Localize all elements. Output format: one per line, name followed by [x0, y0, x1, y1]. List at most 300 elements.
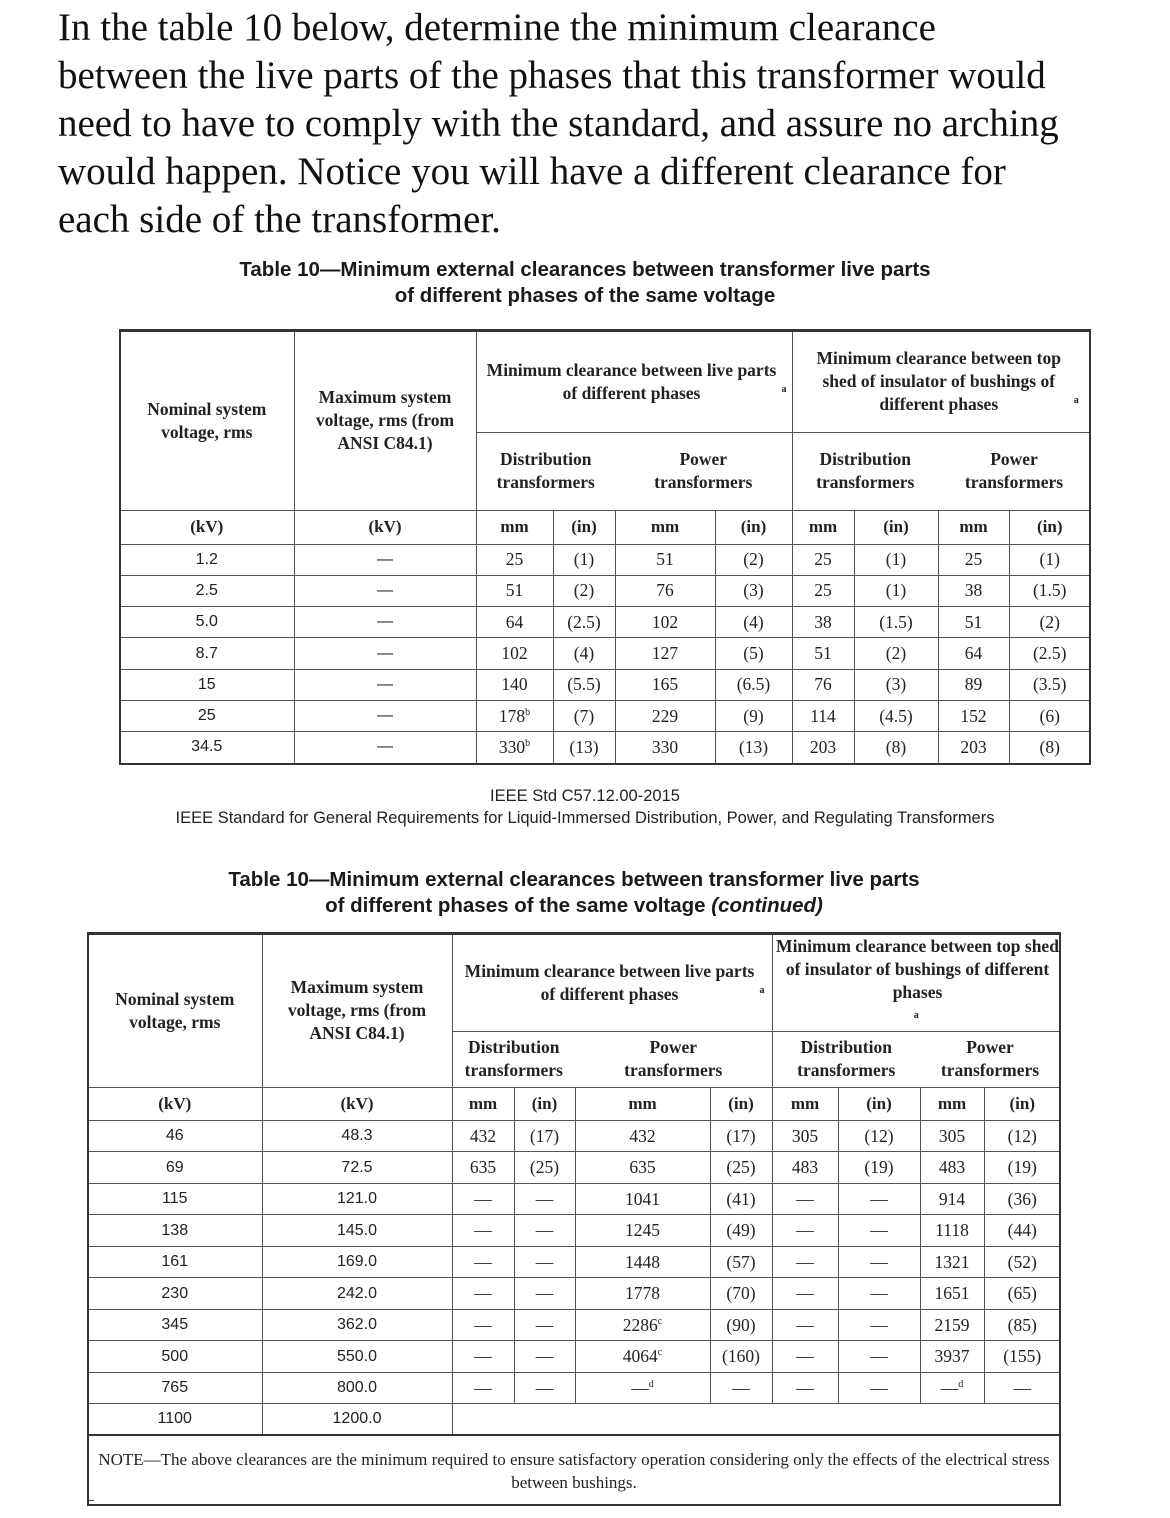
- cell-value: 25: [814, 549, 832, 570]
- table-cell: [476, 638, 553, 669]
- table-cell: [838, 1183, 920, 1215]
- table-note: NOTE—The above clearances are the minimum required to ensure satisfactory operation considering only the effects of the electrical stress between bushings.: [88, 1435, 1060, 1505]
- cell-value: (17): [529, 1125, 560, 1146]
- unit-header: (kV): [88, 1087, 262, 1120]
- table-cell: [514, 1183, 575, 1215]
- footnote-mark: b: [525, 738, 531, 750]
- table-cell: [575, 1309, 710, 1341]
- cell-value: 5.0: [195, 613, 218, 631]
- cell-value: 76: [656, 580, 674, 601]
- cell-value: —: [474, 1314, 492, 1335]
- cell-value: (65): [1007, 1283, 1037, 1304]
- cell-value: —: [870, 1283, 888, 1304]
- cell-value: —: [535, 1283, 554, 1304]
- table-cell: [262, 1120, 452, 1152]
- table-cell: [262, 1278, 452, 1310]
- footnote-mark: a: [1073, 395, 1079, 407]
- table-cell: [772, 1341, 838, 1373]
- table-cell: [920, 1183, 984, 1215]
- table-cell: [1009, 607, 1090, 638]
- cell-value: (17): [726, 1125, 756, 1146]
- cell-value: (44): [1007, 1220, 1037, 1241]
- table-cell: [514, 1152, 575, 1184]
- table-row: [88, 1341, 1060, 1373]
- table-cell: [838, 1152, 920, 1184]
- header-top-shed-clearance: Minimum clearance between top shed of insulator of bushings of different phases$^a$: [772, 934, 1060, 1031]
- table-cell: [772, 1183, 838, 1215]
- cell-value: 1041: [625, 1188, 660, 1209]
- footnote-mark: d: [648, 1378, 654, 1390]
- cell-value: (3.5): [1032, 674, 1067, 695]
- table-cell: [615, 638, 715, 669]
- table-cell: [514, 1215, 575, 1247]
- cell-value: (70): [726, 1283, 756, 1304]
- table-cell: [262, 1246, 452, 1278]
- table-cell: [854, 638, 938, 669]
- cell-value: (9): [743, 705, 764, 726]
- table-cell: [715, 700, 792, 731]
- cell-value: (12): [1007, 1125, 1037, 1146]
- cell-value: 64: [505, 611, 524, 632]
- header-maximum-voltage: Maximum system voltage, rms (from ANSI C84.1): [294, 331, 476, 510]
- cell-value: (49): [726, 1220, 756, 1241]
- header-nominal-voltage: Nominal system voltage, rms: [120, 331, 294, 510]
- units-row: [88, 1087, 1060, 1120]
- table-cell: [710, 1215, 772, 1247]
- table-cell: [938, 732, 1009, 763]
- cell-value: 1.2: [195, 550, 218, 568]
- table-cell: [88, 1215, 262, 1247]
- cell-value: (6): [1039, 705, 1060, 726]
- source-title: IEEE Standard for General Requirements for Liquid-Immersed Distribution, Power, and Regulating Transformers: [175, 809, 995, 827]
- table-cell: [615, 544, 715, 575]
- cell-value: —: [1013, 1377, 1031, 1398]
- cell-value: 72.5: [341, 1158, 373, 1176]
- table-row: [88, 1183, 1060, 1215]
- cell-value: 203: [960, 736, 987, 757]
- cell-value: 230: [161, 1284, 189, 1302]
- table-cell: [710, 1278, 772, 1310]
- header-top-shed-clearance: Minimum clearance between top shed of insulator of bushings of different phases $^a$: [792, 331, 1090, 432]
- cell-value: 432: [629, 1125, 656, 1146]
- table-cell: [772, 1246, 838, 1278]
- table-cell: [452, 1309, 514, 1341]
- cell-value: —: [535, 1251, 554, 1272]
- table-cell: [514, 1120, 575, 1152]
- table-cell: [262, 1341, 452, 1373]
- table-cell: [553, 669, 615, 700]
- table-cell: [88, 1246, 262, 1278]
- table-cell: [920, 1215, 984, 1247]
- source-citation: [60, 785, 1110, 829]
- cell-value: (2): [743, 549, 764, 570]
- header-distribution-transformers: Distribution transformers: [496, 449, 595, 492]
- cell-value: (160): [722, 1346, 760, 1367]
- table-cell: [772, 1152, 838, 1184]
- cell-value: (1.5): [1032, 580, 1067, 601]
- cell-value: 765: [161, 1379, 189, 1397]
- cell-value: 152: [960, 705, 987, 726]
- cell-value: (5): [743, 643, 764, 664]
- table-row: [88, 1309, 1060, 1341]
- cell-value: 161: [161, 1253, 189, 1271]
- unit-header: (in): [984, 1087, 1060, 1120]
- table-cell: [854, 700, 938, 731]
- table-cell: [262, 1152, 452, 1184]
- cell-value: —: [535, 1346, 554, 1367]
- cell-value: (4): [573, 643, 595, 664]
- cell-value: —: [535, 1188, 554, 1209]
- cell-value: —: [796, 1220, 814, 1241]
- table-cell: [575, 1183, 710, 1215]
- cell-value: 483: [791, 1157, 819, 1178]
- cell-value: —: [377, 675, 393, 693]
- cell-value: —: [474, 1188, 492, 1209]
- cell-value: (1.5): [879, 611, 913, 632]
- table-cell: [553, 544, 615, 575]
- header-power-transformers: Power transformers: [615, 432, 792, 510]
- unit-header: (kV): [262, 1087, 452, 1120]
- table-row: [88, 1278, 1060, 1310]
- table-cell: [710, 1183, 772, 1215]
- table-cell: [615, 732, 715, 763]
- cell-value: 138: [161, 1221, 189, 1239]
- unit-header: (in): [854, 510, 938, 544]
- cell-value: 4064: [622, 1346, 658, 1367]
- table-cell: [792, 700, 854, 731]
- cell-value: —: [870, 1251, 888, 1272]
- table-cell: [838, 1215, 920, 1247]
- table-cell: [984, 1246, 1060, 1278]
- table-row: [120, 544, 1090, 575]
- cell-value: 69: [165, 1158, 184, 1176]
- cell-value: 25: [197, 707, 216, 725]
- footnote-mark: a: [781, 383, 787, 395]
- cell-value: 8.7: [195, 644, 218, 662]
- table-row: [88, 1215, 1060, 1247]
- cell-value: —: [796, 1346, 814, 1367]
- table1-caption: [120, 257, 1050, 309]
- page-edge-mark: [88, 1500, 94, 1501]
- table-cell: [262, 1404, 452, 1436]
- cell-value: (52): [1007, 1251, 1037, 1272]
- cell-value: —: [796, 1283, 814, 1304]
- table-cell: [838, 1372, 920, 1404]
- cell-value: (12): [864, 1125, 894, 1146]
- table-cell: [772, 1309, 838, 1341]
- cell-value: (2.5): [1032, 643, 1067, 664]
- question-line: would happen. Notice you will have a different clearance for: [58, 150, 1006, 193]
- cell-value: 145.0: [336, 1221, 378, 1239]
- table-cell: [838, 1278, 920, 1310]
- table-row: [120, 732, 1090, 763]
- table-cell: [938, 669, 1009, 700]
- cell-value: 305: [791, 1125, 819, 1146]
- table-cell: [575, 1246, 710, 1278]
- cell-value: 169.0: [336, 1253, 378, 1271]
- table-cell: [710, 1309, 772, 1341]
- table-row: [88, 1120, 1060, 1152]
- table-cell: [792, 575, 854, 606]
- table-cell: [938, 700, 1009, 731]
- header-maximum-voltage: Maximum system voltage, rms (from ANSI C84.1): [262, 934, 452, 1087]
- table-cell: [710, 1372, 772, 1404]
- table-cell: [120, 544, 294, 575]
- table-cell: [575, 1404, 710, 1436]
- cell-value: 635: [629, 1157, 656, 1178]
- cell-value: 1200.0: [332, 1410, 382, 1428]
- cell-value: 115: [161, 1190, 188, 1208]
- table-cell: [792, 669, 854, 700]
- footnote-mark: a: [913, 1010, 919, 1021]
- table-cell: [715, 732, 792, 763]
- unit-header: (kV): [294, 510, 476, 544]
- cell-value: (2): [1039, 611, 1060, 632]
- table-cell: [710, 1341, 772, 1373]
- header-live-parts-clearance: Minimum clearance between live parts of different phases $^a$: [476, 331, 792, 432]
- cell-value: 1100: [157, 1410, 192, 1428]
- table-cell: [452, 1372, 514, 1404]
- cell-value: (7): [573, 705, 595, 726]
- table2-caption: [88, 867, 1060, 919]
- cell-value: 89: [964, 674, 983, 695]
- cell-value: 51: [814, 643, 832, 664]
- table-cell: [938, 544, 1009, 575]
- cell-value: —: [870, 1314, 888, 1335]
- table-cell: [476, 732, 553, 763]
- cell-value: 914: [938, 1188, 966, 1209]
- table-cell: [294, 638, 476, 669]
- table-cell: [854, 732, 938, 763]
- unit-header: mm: [575, 1087, 710, 1120]
- cell-value: 800.0: [336, 1379, 378, 1397]
- cell-value: 51: [505, 580, 524, 601]
- table-cell: [476, 544, 553, 575]
- table-cell: [715, 669, 792, 700]
- cell-value: 1321: [934, 1251, 970, 1272]
- cell-value: 178: [498, 705, 526, 726]
- table-cell: [294, 575, 476, 606]
- table-cell: [984, 1152, 1060, 1184]
- units-row: [120, 510, 1090, 544]
- footnote-mark: c: [657, 1347, 663, 1359]
- table-cell: [792, 544, 854, 575]
- table-cell: [854, 544, 938, 575]
- cell-value: 229: [651, 705, 679, 726]
- table-cell: [710, 1120, 772, 1152]
- cell-value: 500: [161, 1347, 189, 1365]
- table-cell: [120, 638, 294, 669]
- table-cell: [615, 669, 715, 700]
- table-cell: [984, 1183, 1060, 1215]
- cell-value: 330: [498, 736, 526, 757]
- table-cell: [514, 1309, 575, 1341]
- table-cell: [920, 1120, 984, 1152]
- table-cell: [294, 607, 476, 638]
- unit-header: mm: [938, 510, 1009, 544]
- cell-value: —: [377, 613, 393, 631]
- table-cell: [615, 575, 715, 606]
- table-cell: [294, 732, 476, 763]
- cell-value: —: [377, 644, 393, 662]
- cell-value: (8): [1039, 736, 1060, 757]
- cell-value: (1): [885, 580, 907, 601]
- table-cell: [1009, 638, 1090, 669]
- cell-value: (41): [726, 1188, 756, 1209]
- table-cell: [88, 1404, 262, 1436]
- table-cell: [88, 1120, 262, 1152]
- cell-value: (90): [726, 1314, 756, 1335]
- table-row: [88, 1404, 1060, 1436]
- cell-value: 330: [651, 736, 679, 757]
- table-cell: [854, 669, 938, 700]
- table-cell: [1009, 575, 1090, 606]
- table-cell: [476, 669, 553, 700]
- cell-value: 3937: [934, 1346, 970, 1367]
- header-power-transformers: Power transformers: [575, 1031, 772, 1087]
- cell-value: —: [535, 1220, 554, 1241]
- cell-value: 46: [165, 1127, 184, 1145]
- unit-header: (in): [553, 510, 615, 544]
- table-cell: [553, 607, 615, 638]
- table-row: [88, 1372, 1060, 1404]
- table-cell: [984, 1278, 1060, 1310]
- cell-value: 635: [469, 1157, 497, 1178]
- cell-value: 483: [938, 1157, 966, 1178]
- cell-value: 76: [814, 674, 832, 695]
- cell-value: (25): [726, 1157, 756, 1178]
- table-cell: [120, 732, 294, 763]
- cell-value: 2159: [934, 1314, 970, 1335]
- cell-value: (25): [529, 1157, 560, 1178]
- header-distribution-transformers: Distribution transformers: [464, 1037, 563, 1081]
- table-cell: [792, 732, 854, 763]
- table-cell: [772, 1278, 838, 1310]
- table-cell: [772, 1404, 838, 1436]
- table-cell: [920, 1278, 984, 1310]
- cell-value: 15: [197, 675, 216, 693]
- cell-value: 102: [651, 611, 679, 632]
- cell-value: —: [870, 1220, 888, 1241]
- unit-header: mm: [452, 1087, 514, 1120]
- cell-value: (3): [743, 580, 764, 601]
- cell-value: 64: [964, 643, 983, 664]
- cell-value: —: [377, 550, 393, 568]
- table-cell: [772, 1215, 838, 1247]
- table-cell: [262, 1372, 452, 1404]
- table-cell: [1009, 700, 1090, 731]
- table-cell: [294, 700, 476, 731]
- table-cell: [1009, 669, 1090, 700]
- cell-value: (85): [1007, 1314, 1037, 1335]
- table-cell: [476, 607, 553, 638]
- table-cell: [710, 1152, 772, 1184]
- clearance-table-1: [120, 330, 1090, 764]
- table-cell: [476, 575, 553, 606]
- table-cell: [920, 1152, 984, 1184]
- table-cell: [1009, 732, 1090, 763]
- table-cell: [938, 575, 1009, 606]
- cell-value: —: [535, 1314, 554, 1335]
- cell-value: 38: [964, 580, 983, 601]
- cell-value: (1): [573, 549, 595, 570]
- table-cell: [120, 575, 294, 606]
- footnote-mark: a: [759, 985, 765, 997]
- cell-value: —: [631, 1377, 649, 1398]
- cell-value: —: [796, 1188, 814, 1209]
- table-cell: [920, 1372, 984, 1404]
- cell-value: —: [474, 1251, 492, 1272]
- table-cell: [452, 1404, 514, 1436]
- cell-value: 2.5: [195, 581, 218, 599]
- cell-value: (4): [743, 611, 764, 632]
- question-line: In the table 10 below, determine the minimum clearance: [58, 6, 936, 49]
- cell-value: (19): [864, 1157, 894, 1178]
- cell-value: 432: [469, 1125, 497, 1146]
- cell-value: (13): [569, 736, 599, 757]
- table-row: [120, 607, 1090, 638]
- table-cell: [984, 1309, 1060, 1341]
- table1-caption-line: Table 10—Minimum external clearances between transformer live parts: [239, 258, 931, 281]
- cell-value: 362.0: [336, 1316, 378, 1334]
- cell-value: 114: [810, 705, 836, 726]
- cell-value: (19): [1007, 1157, 1037, 1178]
- table-cell: [838, 1309, 920, 1341]
- table-cell: [514, 1278, 575, 1310]
- question-text: [58, 4, 1138, 244]
- cell-value: (1): [885, 549, 907, 570]
- table-cell: [792, 607, 854, 638]
- table-cell: [120, 700, 294, 731]
- table-cell: [792, 638, 854, 669]
- table-row: [120, 638, 1090, 669]
- table-cell: [452, 1183, 514, 1215]
- table-cell: [88, 1278, 262, 1310]
- table-cell: [838, 1246, 920, 1278]
- cell-value: —: [474, 1377, 492, 1398]
- table1-caption-line: of different phases of the same voltage: [394, 284, 776, 307]
- cell-value: 1651: [934, 1283, 970, 1304]
- table-cell: [553, 732, 615, 763]
- caption-continued: (continued): [711, 894, 823, 917]
- cell-value: (4.5): [879, 705, 913, 726]
- table-cell: [715, 575, 792, 606]
- table-cell: [575, 1215, 710, 1247]
- cell-value: 203: [809, 736, 837, 757]
- cell-value: 1118: [935, 1220, 969, 1241]
- header-power-transformers: Power transformers: [964, 449, 1064, 492]
- table-cell: [575, 1341, 710, 1373]
- cell-value: 345: [161, 1316, 189, 1334]
- table-cell: [920, 1246, 984, 1278]
- table-cell: [838, 1404, 920, 1436]
- table2-caption-line: Table 10—Minimum external clearances between transformer live parts: [228, 868, 920, 891]
- cell-value: —: [940, 1377, 959, 1398]
- table-cell: [938, 638, 1009, 669]
- cell-value: 550.0: [336, 1347, 378, 1365]
- unit-header: mm: [615, 510, 715, 544]
- unit-header: (in): [715, 510, 792, 544]
- table-cell: [615, 700, 715, 731]
- table-row: [88, 1152, 1060, 1184]
- table-row: [120, 669, 1090, 700]
- cell-value: —: [535, 1377, 554, 1398]
- cell-value: —: [870, 1188, 888, 1209]
- cell-value: (36): [1007, 1188, 1037, 1209]
- table2-caption-line: of different phases of the same voltage (continued): [325, 894, 823, 917]
- cell-value: 34.5: [191, 738, 223, 756]
- table-cell: [854, 607, 938, 638]
